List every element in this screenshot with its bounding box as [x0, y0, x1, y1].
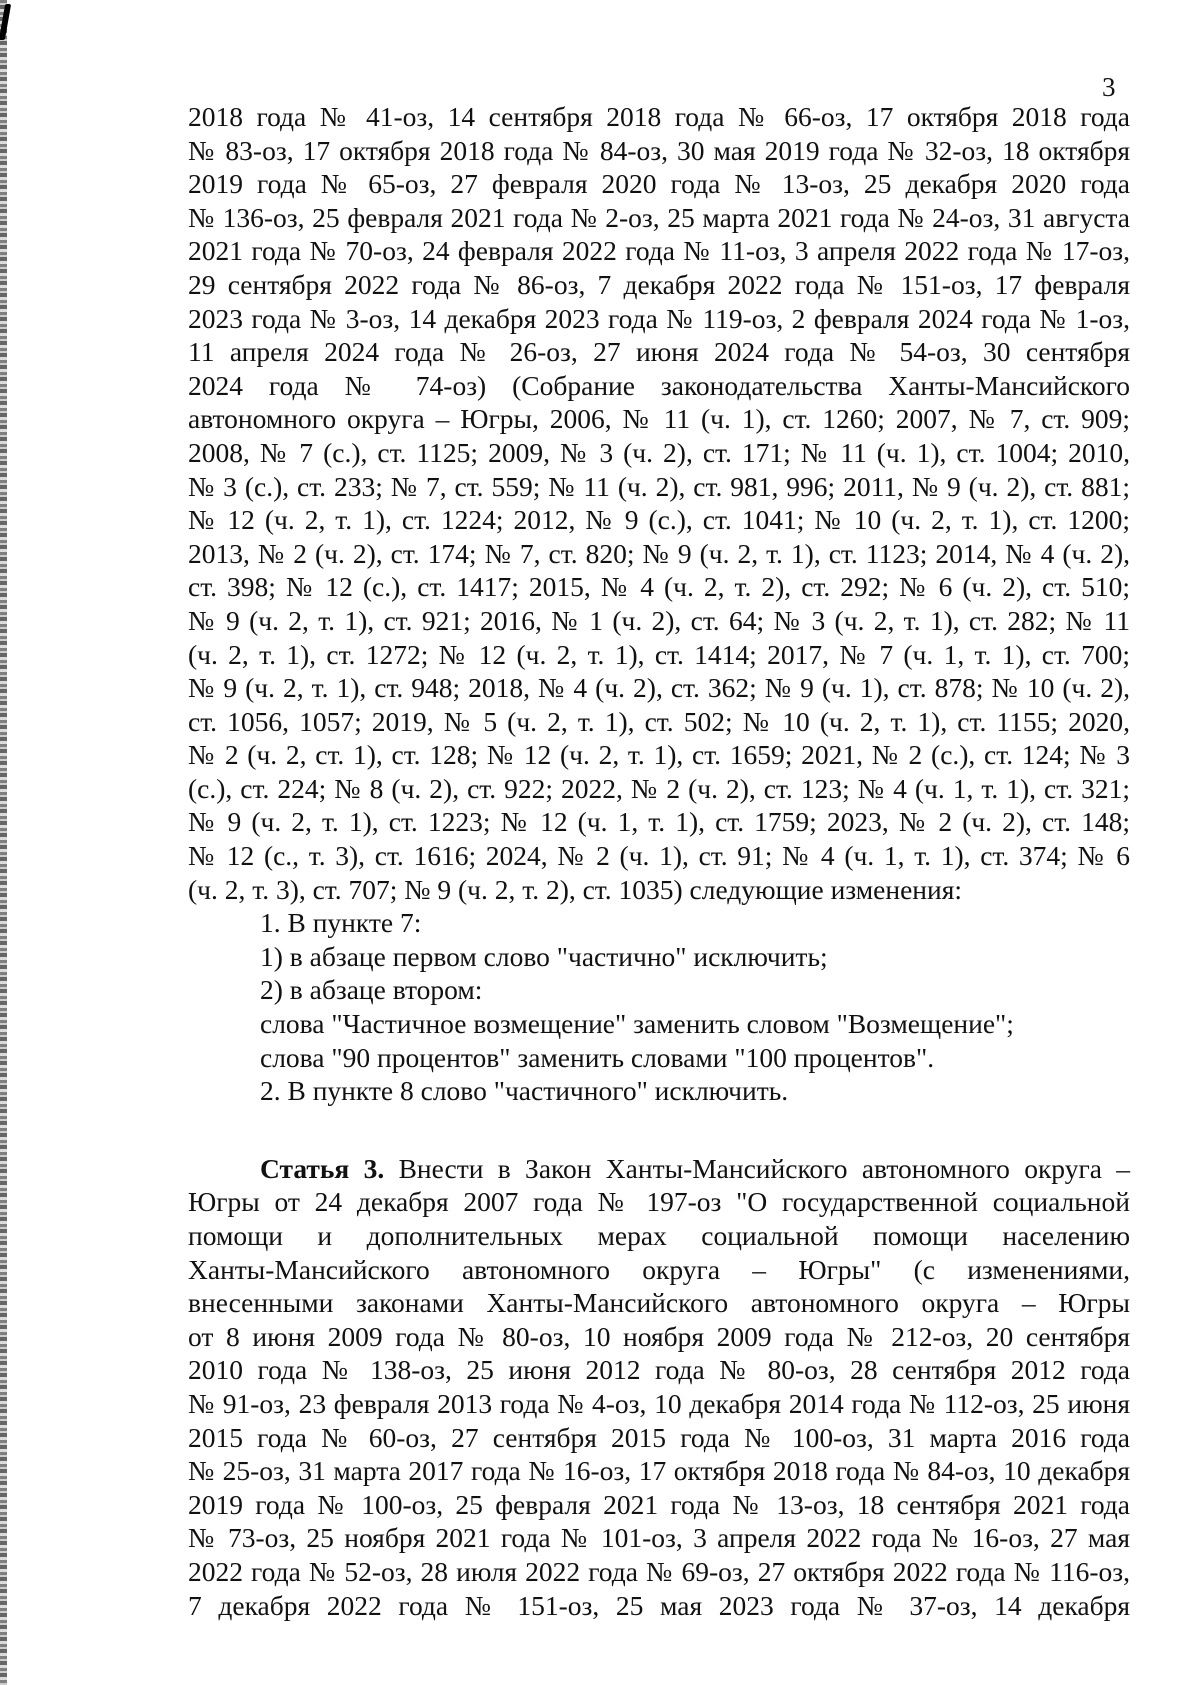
text-line: 2023 года № 3-оз, 14 декабря 2023 года № 119-оз, 2 февраля 2024 года № 1-оз, — [188, 302, 1130, 334]
text-line: № 3 (с.), ст. 233; № 7, ст. 559; № 11 (ч. 2), ст. 981, 996; 2011, № 9 (ч. 2), ст. 881; — [188, 470, 1130, 502]
amendment-item: 1. В пункте 7: — [260, 907, 422, 939]
page-number: 3 — [1102, 72, 1116, 102]
text-line: помощи и дополнительных мерах социальной помощи населению — [188, 1220, 1130, 1251]
text-line: (с.), ст. 224; № 8 (ч. 2), ст. 922; 2022, № 2 (ч. 2), ст. 123; № 4 (ч. 1, т. 1), ст. 321; — [188, 772, 1130, 804]
text-line: 2010 года № 138-оз, 25 июня 2012 года № 80-оз, 28 сентября 2012 года — [188, 1354, 1130, 1386]
text-line: 7 декабря 2022 года № 151-оз, 25 мая 2023 года № 37-оз, 14 декабря — [188, 1589, 1130, 1621]
text-line: № 2 (ч. 2, ст. 1), ст. 128; № 12 (ч. 2, т. 1), ст. 1659; 2021, № 2 (с.), ст. 124; № 3 — [188, 739, 1130, 771]
text-line: № 83-оз, 17 октября 2018 года № 84-оз, 30 мая 2019 года № 32-оз, 18 октября — [188, 134, 1130, 166]
text-line: 2008, № 7 (с.), ст. 1125; 2009, № 3 (ч. 2), ст. 171; № 11 (ч. 1), ст. 1004; 2010, — [188, 436, 1130, 468]
text-line: автономного округа – Югры, 2006, № 11 (ч. 1), ст. 1260; 2007, № 7, ст. 909; — [188, 403, 1130, 435]
text-line: № 9 (ч. 2, т. 1), ст. 948; 2018, № 4 (ч. 2), ст. 362; № 9 (ч. 1), ст. 878; № 10 (ч. 2), — [188, 672, 1130, 704]
article-3-first-line-text: Внести в Закон Ханты-Мансийского автономного округа – — [384, 1152, 1130, 1184]
text-line: 2019 года № 65-оз, 27 февраля 2020 года № 13-оз, 25 декабря 2020 года — [188, 168, 1130, 200]
text-line: Югры от 24 декабря 2007 года № 197-оз "О государственной социальной — [188, 1186, 1130, 1218]
text-line: № 9 (ч. 2, т. 1), ст. 1223; № 12 (ч. 1, т. 1), ст. 1759; 2023, № 2 (ч. 2), ст. 148; — [188, 806, 1130, 838]
article-3 — [188, 1152, 1130, 1622]
text-line: № 25-оз, 31 марта 2017 года № 16-оз, 17 октября 2018 года № 84-оз, 10 декабря — [188, 1455, 1130, 1487]
text-line: 2015 года № 60-оз, 27 сентября 2015 года № 100-оз, 31 марта 2016 года — [188, 1421, 1130, 1453]
text-line: (ч. 2, т. 1), ст. 1272; № 12 (ч. 2, т. 1), ст. 1414; 2017, № 7 (ч. 1, т. 1), ст. 700; — [188, 638, 1130, 670]
amendment-item: слова "Частичное возмещение" заменить словом "Возмещение"; — [260, 1008, 1014, 1040]
text-line: № 12 (с., т. 3), ст. 1616; 2024, № 2 (ч. 1), ст. 91; № 4 (ч. 1, т. 1), ст. 374; № 6 — [188, 840, 1130, 872]
text-line: № 9 (ч. 2, т. 1), ст. 921; 2016, № 1 (ч. 2), ст. 64; № 3 (ч. 2, т. 1), ст. 282; № 11 — [188, 604, 1130, 636]
text-line: 2019 года № 100-оз, 25 февраля 2021 года № 13-оз, 18 сентября 2021 года — [188, 1488, 1130, 1520]
text-line: № 136-оз, 25 февраля 2021 года № 2-оз, 25 марта 2021 года № 24-оз, 31 августа — [188, 201, 1130, 233]
amendment-item: 2) в абзаце втором: — [260, 974, 483, 1006]
text-line: 11 апреля 2024 года № 26-оз, 27 июня 2024 года № 54-оз, 30 сентября — [188, 336, 1130, 368]
amendment-item: 2. В пункте 8 слово "частичного" исключить. — [260, 1075, 789, 1107]
article-3-first-line — [188, 1152, 1130, 1186]
paragraph-article2-continuation — [188, 100, 1130, 906]
paragraph-gap — [188, 1108, 1130, 1152]
text-line: № 12 (ч. 2, т. 1), ст. 1224; 2012, № 9 (с.), ст. 1041; № 10 (ч. 2, т. 1), ст. 1200; — [188, 504, 1130, 536]
amendment-item: слова "90 процентов" заменить словами "100 процентов". — [260, 1041, 935, 1073]
text-line: 2018 года № 41-оз, 14 сентября 2018 года № 66-оз, 17 октября 2018 года — [188, 101, 1130, 132]
article-3-heading: Статья 3. — [260, 1152, 385, 1184]
text-line: № 91-оз, 23 февраля 2013 года № 4-оз, 10 декабря 2014 года № 112-оз, 25 июня — [188, 1387, 1130, 1419]
text-line-last: (ч. 2, т. 3), ст. 707; № 9 (ч. 2, т. 2), ст. 1035) следующие изменения: — [188, 873, 963, 905]
amendment-item: 1) в абзаце первом слово "частично" исключить; — [260, 940, 828, 972]
text-line: 2024 года № 74-оз) (Собрание законодательства Ханты-Мансийского — [188, 369, 1130, 401]
text-line: № 73-оз, 25 ноября 2021 года № 101-оз, 3 апреля 2022 года № 16-оз, 27 мая — [188, 1522, 1130, 1554]
text-line: внесенными законами Ханты-Мансийского автономного округа – Югры — [188, 1287, 1130, 1319]
amendments-list — [188, 906, 1130, 1108]
text-line: от 8 июня 2009 года № 80-оз, 10 ноября 2009 года № 212-оз, 20 сентября — [188, 1320, 1130, 1352]
text-line: 29 сентября 2022 года № 86-оз, 7 декабря 2022 года № 151-оз, 17 февраля — [188, 268, 1130, 300]
text-line: 2022 года № 52-оз, 28 июля 2022 года № 69-оз, 27 октября 2022 года № 116-оз, — [188, 1555, 1130, 1587]
document-body — [188, 100, 1130, 1622]
text-line: ст. 1056, 1057; 2019, № 5 (ч. 2, т. 1), ст. 502; № 10 (ч. 2, т. 1), ст. 1155; 2020, — [188, 705, 1130, 737]
text-line: 2013, № 2 (ч. 2), ст. 174; № 7, ст. 820; № 9 (ч. 2, т. 1), ст. 1123; 2014, № 4 (ч. 2), — [188, 537, 1130, 569]
text-line: ст. 398; № 12 (с.), ст. 1417; 2015, № 4 (ч. 2, т. 2), ст. 292; № 6 (ч. 2), ст. 510; — [188, 571, 1130, 603]
scan-left-edge — [0, 0, 7, 1685]
text-line: Ханты-Мансийского автономного округа – Югры" (с изменениями, — [188, 1253, 1130, 1285]
text-line: 2021 года № 70-оз, 24 февраля 2022 года № 11-оз, 3 апреля 2022 года № 17-оз, — [188, 235, 1130, 267]
